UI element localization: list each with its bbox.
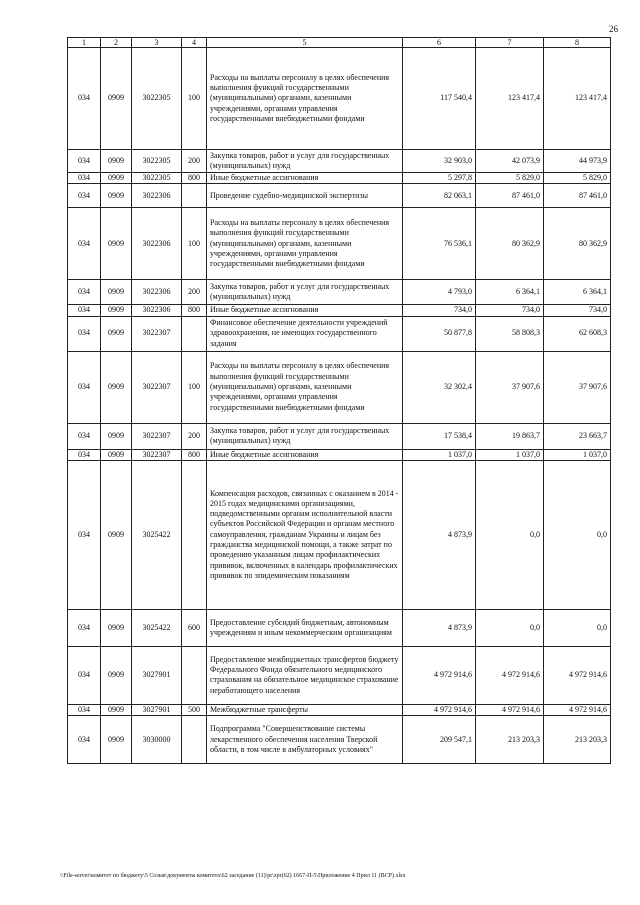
- table-row: [68, 280, 611, 305]
- amount-2015-cell: 1 037,0: [403, 449, 476, 460]
- expense-type-cell: [182, 460, 207, 609]
- ministry-code-cell: 034: [68, 184, 101, 208]
- expense-type-cell: 100: [182, 208, 207, 280]
- description-cell: Расходы на выплаты персоналу в целях обеспечения выполнения функций государственными (муниципальными) органами, казенными учреждениями, органами управления государственными внебюджетными фондами: [207, 351, 403, 423]
- section-code-cell: 0909: [101, 173, 132, 184]
- ministry-code-cell: 034: [68, 305, 101, 316]
- amount-2016-cell: 5 829,0: [476, 173, 544, 184]
- expense-type-cell: 200: [182, 150, 207, 173]
- section-code-cell: 0909: [101, 184, 132, 208]
- target-article-cell: 3025422: [132, 609, 182, 646]
- expense-type-cell: [182, 716, 207, 764]
- section-code-cell: 0909: [101, 351, 132, 423]
- ministry-code-cell: 034: [68, 449, 101, 460]
- section-code-cell: 0909: [101, 460, 132, 609]
- description-cell: Расходы на выплаты персоналу в целях обеспечения выполнения функций государственными (муниципальными) органами, казенными учреждениями, органами управления государственными внебюджетными фондами: [207, 208, 403, 280]
- amount-2017-cell: 213 203,3: [544, 716, 611, 764]
- description-cell: Проведение судебно-медицинской экспертизы: [207, 184, 403, 208]
- amount-2017-cell: 0,0: [544, 460, 611, 609]
- table-row: [68, 48, 611, 150]
- amount-2015-cell: 76 536,1: [403, 208, 476, 280]
- description-cell: Компенсация расходов, связанных с оказанием в 2014 - 2015 годах медицинскими организациями, подведомственными органам исполнительной власти субъектов Российской Федерации и органам местного самоуправления, гражданам Украины и лицам без гражданства медицинской помощи, а также затрат по проведению указанным лицам профилактических прививок, включенных в календарь профилактических прививок по эпидемическим показаниям: [207, 460, 403, 609]
- amount-2017-cell: 0,0: [544, 609, 611, 646]
- target-article-cell: 3022305: [132, 48, 182, 150]
- amount-2016-cell: 19 863,7: [476, 423, 544, 449]
- expense-type-cell: 600: [182, 609, 207, 646]
- expense-type-cell: 100: [182, 351, 207, 423]
- amount-2015-cell: 17 538,4: [403, 423, 476, 449]
- file-path-footer: \\File-server\комитет по бюджету\5 Созыв\документы комитета\62 заседание (11)\pr\zpr(62) 1667-П-5\Приложение 4 Прил 11 (ВСР).xlsx: [60, 873, 406, 879]
- table-row: [68, 351, 611, 423]
- amount-2015-cell: 209 547,1: [403, 716, 476, 764]
- amount-2015-cell: 32 302,4: [403, 351, 476, 423]
- ministry-code-cell: 034: [68, 646, 101, 704]
- amount-2016-cell: 213 203,3: [476, 716, 544, 764]
- amount-2017-cell: 62 608,3: [544, 316, 611, 351]
- description-cell: Закупка товаров, работ и услуг для государственных (муниципальных) нужд: [207, 280, 403, 305]
- section-code-cell: 0909: [101, 704, 132, 715]
- ministry-code-cell: 034: [68, 280, 101, 305]
- expense-type-cell: 200: [182, 423, 207, 449]
- amount-2017-cell: 123 417,4: [544, 48, 611, 150]
- amount-2017-cell: 6 364,1: [544, 280, 611, 305]
- amount-2016-cell: 80 362,9: [476, 208, 544, 280]
- section-code-cell: 0909: [101, 423, 132, 449]
- section-code-cell: 0909: [101, 280, 132, 305]
- ministry-code-cell: 034: [68, 150, 101, 173]
- expense-type-cell: 200: [182, 280, 207, 305]
- target-article-cell: 3022306: [132, 184, 182, 208]
- section-code-cell: 0909: [101, 305, 132, 316]
- ministry-code-cell: 034: [68, 423, 101, 449]
- amount-2015-cell: 32 903,0: [403, 150, 476, 173]
- table-row: [68, 646, 611, 704]
- ministry-code-cell: 034: [68, 609, 101, 646]
- description-cell: Иные бюджетные ассигнования: [207, 449, 403, 460]
- column-header-5: 5: [207, 38, 403, 48]
- amount-2016-cell: 4 972 914,6: [476, 704, 544, 715]
- table-row: [68, 460, 611, 609]
- description-cell: Предоставление субсидий бюджетным, автономным учреждениям и иным некоммерческим организациям: [207, 609, 403, 646]
- table-row: [68, 173, 611, 184]
- amount-2017-cell: 80 362,9: [544, 208, 611, 280]
- amount-2016-cell: 4 972 914,6: [476, 646, 544, 704]
- column-header-3: 3: [132, 38, 182, 48]
- table-body: [68, 38, 611, 764]
- table-row: [68, 184, 611, 208]
- ministry-code-cell: 034: [68, 716, 101, 764]
- page-number: 26: [609, 24, 618, 34]
- description-cell: Расходы на выплаты персоналу в целях обеспечения выполнения функций государственными (муниципальными) органами, казенными учреждениями, органами управления государственными внебюджетными фондами: [207, 48, 403, 150]
- description-cell: Предоставление межбюджетных трансфертов бюджету Федерального Фонда обязательного медицинского страхования на обязательное медицинское страхование неработающего населения: [207, 646, 403, 704]
- target-article-cell: 3022306: [132, 208, 182, 280]
- section-code-cell: 0909: [101, 449, 132, 460]
- table-row: [68, 150, 611, 173]
- ministry-code-cell: 034: [68, 48, 101, 150]
- amount-2015-cell: 117 540,4: [403, 48, 476, 150]
- amount-2016-cell: 734,0: [476, 305, 544, 316]
- table-row: [68, 704, 611, 715]
- target-article-cell: 3030000: [132, 716, 182, 764]
- expense-type-cell: [182, 316, 207, 351]
- budget-table: [67, 37, 611, 764]
- amount-2015-cell: 5 297,8: [403, 173, 476, 184]
- target-article-cell: 3022306: [132, 305, 182, 316]
- column-header-1: 1: [68, 38, 101, 48]
- expense-type-cell: 500: [182, 704, 207, 715]
- amount-2016-cell: 0,0: [476, 460, 544, 609]
- section-code-cell: 0909: [101, 316, 132, 351]
- amount-2016-cell: 87 461,0: [476, 184, 544, 208]
- amount-2016-cell: 37 907,6: [476, 351, 544, 423]
- amount-2016-cell: 123 417,4: [476, 48, 544, 150]
- column-header-8: 8: [544, 38, 611, 48]
- table-row: [68, 423, 611, 449]
- description-cell: Закупка товаров, работ и услуг для государственных (муниципальных) нужд: [207, 423, 403, 449]
- target-article-cell: 3022307: [132, 449, 182, 460]
- expense-type-cell: 800: [182, 449, 207, 460]
- description-cell: Подпрограмма "Совершенствование системы лекарственного обеспечения населения Тверской области, в том числе в амбулаторных условиях": [207, 716, 403, 764]
- amount-2017-cell: 5 829,0: [544, 173, 611, 184]
- ministry-code-cell: 034: [68, 316, 101, 351]
- ministry-code-cell: 034: [68, 173, 101, 184]
- amount-2015-cell: 82 063,1: [403, 184, 476, 208]
- amount-2017-cell: 37 907,6: [544, 351, 611, 423]
- description-cell: Иные бюджетные ассигнования: [207, 305, 403, 316]
- amount-2016-cell: 42 073,9: [476, 150, 544, 173]
- table-row: [68, 316, 611, 351]
- amount-2015-cell: 4 972 914,6: [403, 704, 476, 715]
- amount-2015-cell: 4 873,9: [403, 460, 476, 609]
- expense-type-cell: 800: [182, 173, 207, 184]
- amount-2017-cell: 44 973,9: [544, 150, 611, 173]
- section-code-cell: 0909: [101, 48, 132, 150]
- ministry-code-cell: 034: [68, 351, 101, 423]
- amount-2016-cell: 0,0: [476, 609, 544, 646]
- section-code-cell: 0909: [101, 646, 132, 704]
- target-article-cell: 3027901: [132, 646, 182, 704]
- description-cell: Закупка товаров, работ и услуг для государственных (муниципальных) нужд: [207, 150, 403, 173]
- amount-2017-cell: 1 037,0: [544, 449, 611, 460]
- section-code-cell: 0909: [101, 609, 132, 646]
- section-code-cell: 0909: [101, 150, 132, 173]
- amount-2015-cell: 50 877,8: [403, 316, 476, 351]
- description-cell: Межбюджетные трансферты: [207, 704, 403, 715]
- target-article-cell: 3022306: [132, 280, 182, 305]
- amount-2017-cell: 734,0: [544, 305, 611, 316]
- table-row: [68, 449, 611, 460]
- target-article-cell: 3022307: [132, 316, 182, 351]
- amount-2017-cell: 4 972 914,6: [544, 704, 611, 715]
- ministry-code-cell: 034: [68, 460, 101, 609]
- amount-2015-cell: 4 873,9: [403, 609, 476, 646]
- amount-2017-cell: 4 972 914,6: [544, 646, 611, 704]
- target-article-cell: 3022305: [132, 173, 182, 184]
- target-article-cell: 3022305: [132, 150, 182, 173]
- amount-2017-cell: 23 663,7: [544, 423, 611, 449]
- amount-2017-cell: 87 461,0: [544, 184, 611, 208]
- target-article-cell: 3025422: [132, 460, 182, 609]
- column-header-7: 7: [476, 38, 544, 48]
- description-cell: Иные бюджетные ассигнования: [207, 173, 403, 184]
- target-article-cell: 3027901: [132, 704, 182, 715]
- table-row: [68, 609, 611, 646]
- amount-2016-cell: 6 364,1: [476, 280, 544, 305]
- column-header-6: 6: [403, 38, 476, 48]
- target-article-cell: 3022307: [132, 423, 182, 449]
- amount-2015-cell: 4 972 914,6: [403, 646, 476, 704]
- amount-2015-cell: 4 793,0: [403, 280, 476, 305]
- header-row: [68, 38, 611, 48]
- amount-2016-cell: 1 037,0: [476, 449, 544, 460]
- expense-type-cell: [182, 184, 207, 208]
- amount-2015-cell: 734,0: [403, 305, 476, 316]
- expense-type-cell: 800: [182, 305, 207, 316]
- target-article-cell: 3022307: [132, 351, 182, 423]
- ministry-code-cell: 034: [68, 208, 101, 280]
- amount-2016-cell: 58 808,3: [476, 316, 544, 351]
- section-code-cell: 0909: [101, 716, 132, 764]
- expense-type-cell: 100: [182, 48, 207, 150]
- section-code-cell: 0909: [101, 208, 132, 280]
- table-row: [68, 716, 611, 764]
- column-header-4: 4: [182, 38, 207, 48]
- column-header-2: 2: [101, 38, 132, 48]
- description-cell: Финансовое обеспечение деятельности учреждений здравоохранения, не имеющих государственного задания: [207, 316, 403, 351]
- expense-type-cell: [182, 646, 207, 704]
- table-row: [68, 305, 611, 316]
- ministry-code-cell: 034: [68, 704, 101, 715]
- table-row: [68, 208, 611, 280]
